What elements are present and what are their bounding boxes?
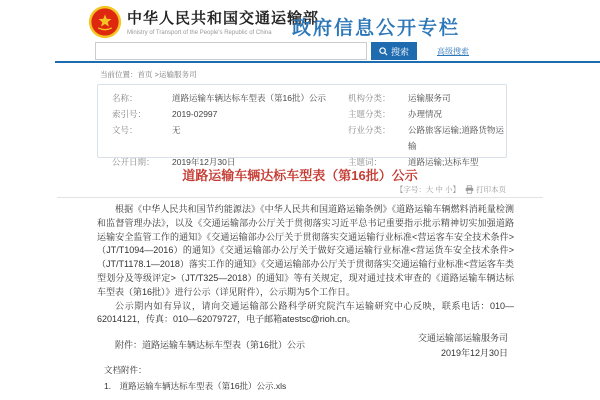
title-separator [57, 197, 543, 198]
signing-department: 交通运输部运输服务司 [417, 333, 508, 343]
document-meta-table [97, 84, 507, 167]
meta-value: 办理情况 [408, 109, 443, 119]
meta-value: 道路运输;达标车型 [408, 157, 479, 167]
meta-value: 运输服务司 [408, 93, 451, 103]
print-label: 打印本页 [476, 185, 506, 194]
search-input[interactable] [95, 42, 367, 60]
meta-label: 公开日期： [112, 157, 155, 167]
meta-value: 2019-02997 [172, 109, 218, 119]
article-paragraph: 根据《中华人民共和国节约能源法》《中华人民共和国道路运输条例》《道路运输车辆燃料消耗量检测和监督管理办法》，以及《交通运输部办公厅关于贯彻落实习近平总书记重要指示批示精神切实加强道路运输安全监管工作的通知》《交通运输部办公厅关于贯彻落实交通运输行业标准<营运客车安全技术条件>（JT/T1094—2016）的通知》《交通运输部办公厅关于做好交通运输行业标准<营运货车安全技术条件>（JT/T1178.1—2018）落实工作的通知》《交通运输部办公厅关于贯彻落实交通运输行业标准<营运客车类型划分及等级评定>（JT/T325—2018）的通知》等有关规定，现对通过技术审查的《道路运输车辆达标车型表（第16批）》进行公示（详见附件），公示期为5个工作日。 [97, 204, 514, 297]
meta-value: 无 [172, 125, 181, 135]
meta-value: 公路旅客运输;道路货物运输 [408, 125, 504, 151]
meta-label: 主题词： [348, 157, 383, 167]
meta-label: 主题分类： [348, 109, 391, 119]
article-paragraph: 公示期内如有异议，请向交通运输部公路科学研究院汽车运输研究中心反映，联系电话：010—62014121，传真：010—62079727，电子邮箱atestsc@rioh.cn。 [97, 300, 514, 325]
advanced-search-link[interactable]: 高级搜索 [437, 47, 469, 56]
meta-label: 名称： [112, 93, 138, 103]
table-row [112, 90, 506, 106]
search-button-label: 搜索 [391, 46, 410, 57]
search-icon [379, 47, 388, 56]
table-row [112, 106, 506, 122]
ministry-name-en: Ministry of Transport of the People's Republic of China [127, 30, 272, 36]
breadcrumb [100, 69, 196, 80]
table-row [112, 122, 506, 154]
header-divider [55, 61, 600, 63]
search-button[interactable] [371, 42, 417, 60]
attachments-heading: 文档附件： [104, 365, 147, 375]
meta-label: 行业分类： [348, 125, 391, 135]
national-emblem-icon [88, 5, 122, 39]
meta-label: 索引号： [112, 109, 147, 119]
breadcrumb-path[interactable]: 首页 >运输服务司 [137, 70, 197, 79]
signing-date: 2019年12月30日 [440, 348, 508, 358]
meta-value: 道路运输车辆达标车型表（第16批）公示 [172, 93, 326, 103]
breadcrumb-label: 当前位置： [100, 70, 138, 79]
article-tools [396, 184, 506, 195]
ministry-name-cn: 中华人民共和国交通运输部 [127, 10, 320, 27]
signature-block [418, 331, 508, 361]
print-button[interactable] [465, 184, 506, 195]
font-size-controls[interactable]: 【字号：大 中 小】 [395, 185, 460, 194]
meta-value: 2019年12月30日 [172, 157, 236, 167]
meta-label: 机构分类： [348, 93, 391, 103]
attachment-line: 附件：道路运输车辆达标车型表（第16批）公示 [115, 340, 306, 351]
attachment-file-link[interactable]: 1. 道路运输车辆达标车型表（第16批）公示.xls [104, 381, 287, 391]
page-title: 政府信息公开专栏 [292, 18, 461, 39]
document-title: 道路运输车辆达标车型表（第16批）公示 [182, 168, 418, 183]
printer-icon [465, 185, 474, 194]
ministry-logo-text [127, 10, 319, 36]
meta-label: 文号： [112, 125, 138, 135]
